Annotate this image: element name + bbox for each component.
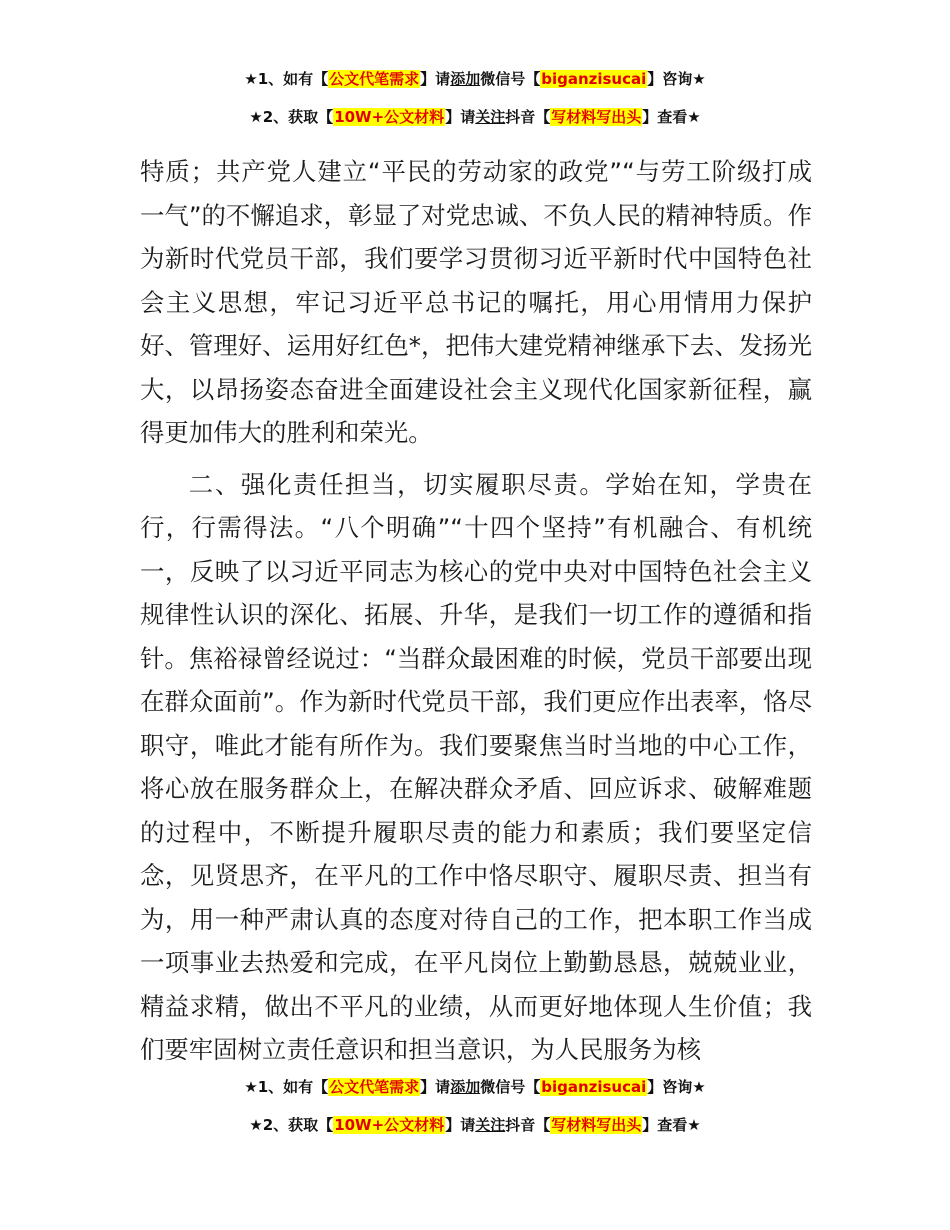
- banner-mid: 】请: [445, 1116, 476, 1134]
- banner-mid: 】请: [420, 70, 451, 88]
- banner-wechat-id: biganzisucai: [541, 1078, 647, 1096]
- banner-highlight: 10W+公文材料: [334, 1116, 445, 1134]
- banner-suffix: 】咨询★: [647, 1078, 706, 1096]
- banner-prefix: ★2、获取【: [249, 108, 334, 126]
- banner-underline: 添加: [450, 70, 481, 88]
- banner-underline: 关注: [475, 108, 506, 126]
- banner-suffix: 】咨询★: [647, 70, 706, 88]
- footer-banner-line-1: [0, 1076, 950, 1098]
- banner-douyin-id: 写材料写出头: [551, 108, 642, 126]
- banner-prefix: ★2、获取【: [249, 1116, 334, 1134]
- banner-mid: 微信号【: [480, 70, 541, 88]
- banner-highlight: 公文代笔需求: [329, 1078, 420, 1096]
- paragraph-1: 特质；共产党人建立“平民的劳动家的政党”“与劳工阶级打成一气”的不懈追求，彰显了对党忠诚、不负人民的精神特质。作为新时代党员干部，我们要学习贯彻习近平新时代中国特色社会主义思想，牢记习近平总书记的嘱托，用心用情用力保护好、管理好、运用好红色*，把伟大建党精神继承下去、发扬光大，以昂扬姿态奋进全面建设社会主义现代化国家新征程，赢得更加伟大的胜利和荣光。: [140, 157, 812, 447]
- footer-banner-line-2: [0, 1114, 950, 1136]
- banner-prefix: ★1、如有【: [244, 70, 329, 88]
- banner-mid: 抖音【: [505, 1116, 551, 1134]
- banner-highlight: 公文代笔需求: [329, 70, 420, 88]
- banner-suffix: 】查看★: [642, 108, 701, 126]
- banner-prefix: ★1、如有【: [244, 1078, 329, 1096]
- banner-mid: 抖音【: [505, 108, 551, 126]
- banner-suffix: 】查看★: [642, 1116, 701, 1134]
- paragraph-2: 二、强化责任担当，切实履职尽责。学始在知，学贵在行，行需得法。“八个明确”“十四个坚持”有机融合、有机统一，反映了以习近平同志为核心的党中央对中国特色社会主义规律性认识的深化、拓展、升华，是我们一切工作的遵循和指针。焦裕禄曾经说过：“当群众最困难的时候，党员干部要出现在群众面前”。作为新时代党员干部，我们更应作出表率，恪尽职守，唯此才能有所作为。我们要聚焦当时当地的中心工作，将心放在服务群众上，在解决群众矛盾、回应诉求、破解难题的过程中，不断提升履职尽责的能力和素质；我们要坚定信念，见贤思齐，在平凡的工作中恪尽职守、履职尽责、担当有为，用一种严肃认真的态度对待自己的工作，把本职工作当成一项事业去热爱和完成，在平凡岗位上勤勤恳恳，兢兢业业，精益求精，做出不平凡的业绩，从而更好地体现人生价值；我们要牢固树立责任意识和担当意识，为人民服务为核: [140, 469, 812, 1064]
- banner-line-2: [0, 106, 950, 128]
- banner-mid: 】请: [420, 1078, 451, 1096]
- document-body: [140, 150, 812, 1072]
- banner-underline: 添加: [450, 1078, 481, 1096]
- banner-line-1: [0, 68, 950, 90]
- banner-highlight: 10W+公文材料: [334, 108, 445, 126]
- banner-underline: 关注: [475, 1116, 506, 1134]
- banner-douyin-id: 写材料写出头: [551, 1116, 642, 1134]
- banner-mid: 】请: [445, 108, 476, 126]
- banner-wechat-id: biganzisucai: [541, 70, 647, 88]
- banner-mid: 微信号【: [480, 1078, 541, 1096]
